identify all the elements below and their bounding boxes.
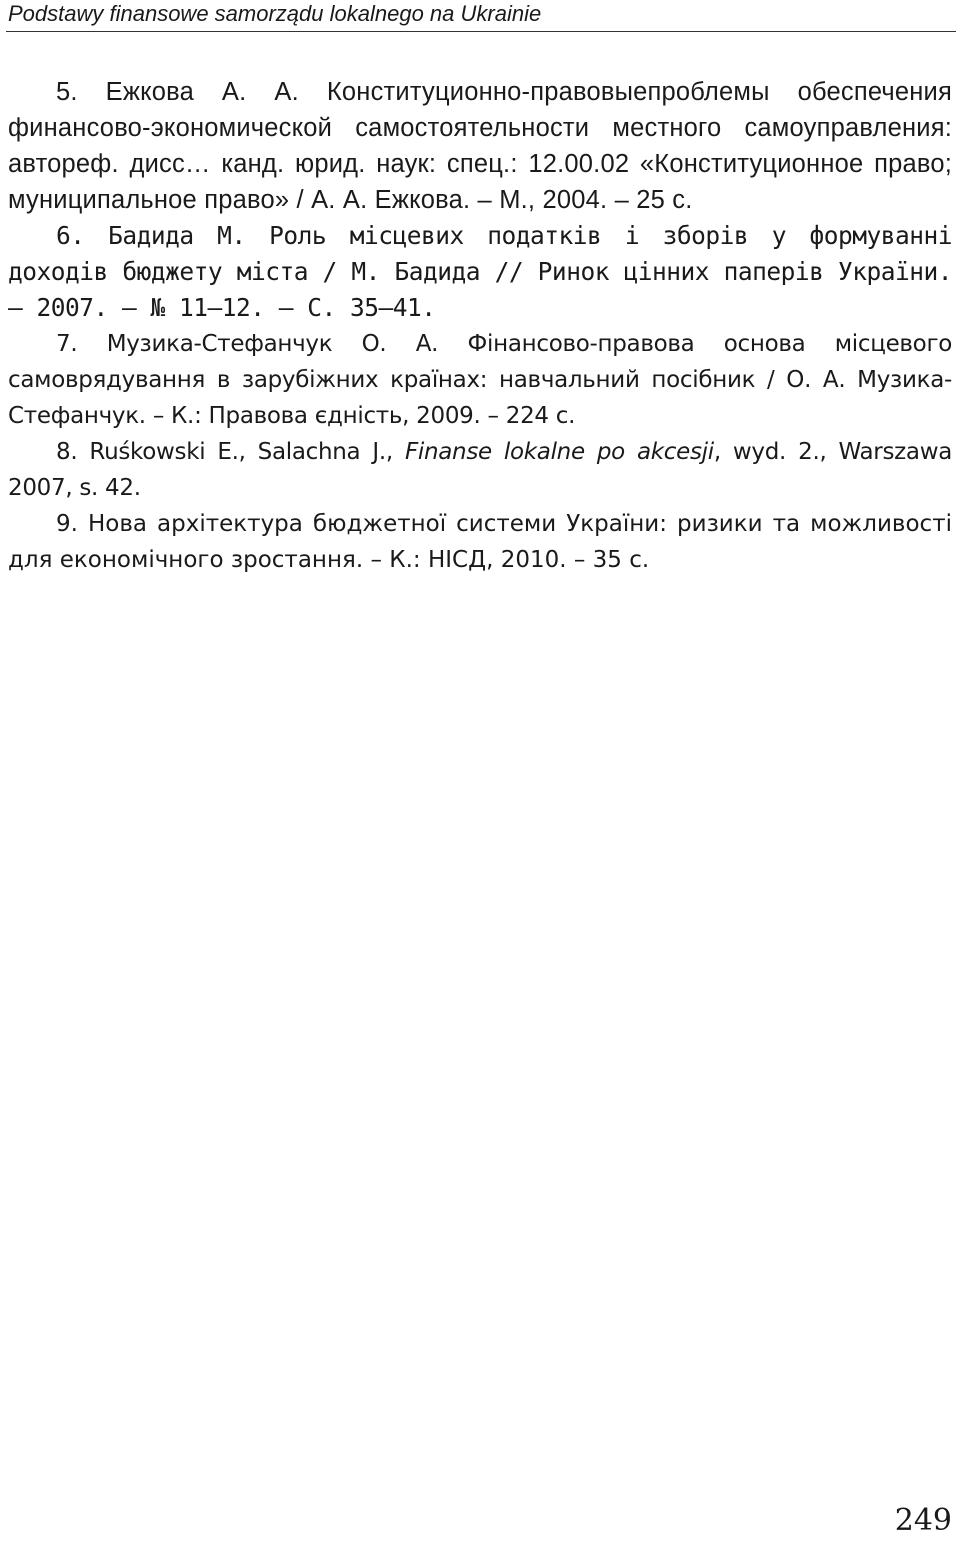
reference-item <box>8 326 952 434</box>
reference-number: 7. <box>56 331 78 357</box>
reference-number: 8. <box>56 439 78 465</box>
reference-item <box>8 218 952 326</box>
reference-item <box>8 434 952 506</box>
reference-text: Бадида М. Роль місцевих податків і зборів у формуванні доходів бюджету міста / М. Бадида // Ринок цінних паперів України. – 2007. – № 11–12. – С. 35–41. <box>8 221 952 322</box>
reference-item <box>8 74 952 218</box>
reference-number: 6. <box>56 221 85 250</box>
reference-number: 9. <box>56 511 78 537</box>
reference-title-italic: Finanse lokalne po akcesji <box>404 439 714 465</box>
page-number: 249 <box>894 1503 952 1538</box>
reference-text: Музика-Стефанчук О. А. Фінансово-правова основа місцевого самоврядування в зарубіжних країнах: навчальний посібник / О. А. Музика-Стефанчук. – К.: Правова єдність, 2009. – 224 с. <box>8 331 953 429</box>
reference-text: Нова архітектура бюджетної системи України: ризики та можливості для економічного зростання. – К.: НІСД, 2010. – 35 с. <box>8 511 952 573</box>
reference-item <box>8 506 952 578</box>
running-header: Podstawy finansowe samorządu lokalnego na Ukrainie <box>8 1 542 26</box>
reference-text: , wyd. 2., Warszawa 2007, s. 42. <box>8 439 952 501</box>
reference-text: Ежкова А. А. Конституционно-правовыепроблемы обеспечения финансово-экономической самостоятельности местного самоуправления: автореф. дисс… канд. юрид. наук: спец.: 12.00.02 «Конституционное право; муниципальное право» / А. А. Ежкова. – М., 2004. – 25 с. <box>8 78 952 214</box>
header-rule <box>6 31 956 32</box>
reference-number: 5. <box>56 78 78 106</box>
reference-list <box>8 74 952 578</box>
reference-text: Ruśkowski E., Salachna J., <box>89 439 405 465</box>
